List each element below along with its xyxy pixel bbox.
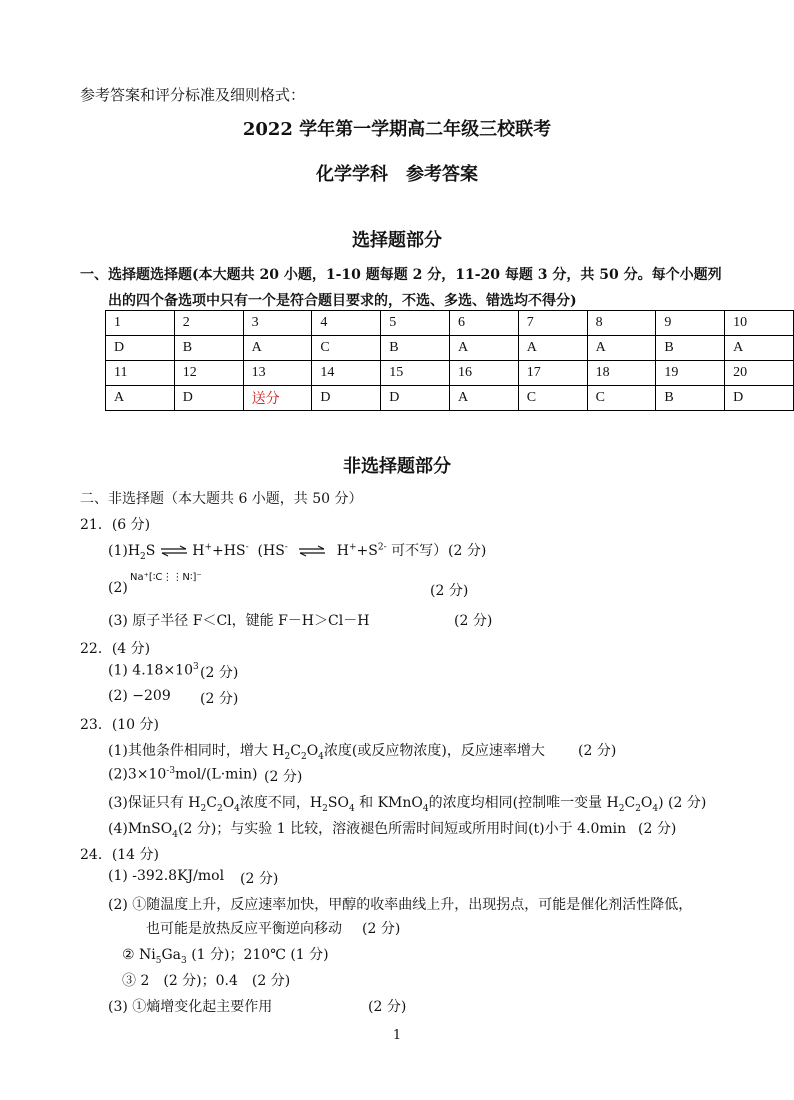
q23-1-points: (2 分) bbox=[578, 743, 617, 759]
answer-table-cell: 9 bbox=[656, 311, 725, 336]
q21-3-points: (2 分) bbox=[454, 613, 493, 629]
choice-instructions bbox=[80, 262, 722, 314]
q24-answer-2-line1: (2) ①随温度上升，反应速率加快，甲醇的收率曲线上升，出现拐点，可能是催化剂活性降低， bbox=[108, 897, 693, 913]
answer-table-cell: 4 bbox=[312, 311, 381, 336]
section-title-nonchoice: 非选择题部分 bbox=[343, 456, 451, 477]
q21-2-points: (2 分) bbox=[430, 583, 469, 599]
answer-table-cell: 10 bbox=[725, 311, 794, 336]
section-title-choice: 选择题部分 bbox=[352, 230, 442, 251]
choice-instructions-line1: 一、选择题选择题(本大题共 20 小题，1-10 题每题 2 分，11-20 每题 3 分，共 50 分。每个小题列 bbox=[80, 267, 722, 283]
q24-answer-1: (1) -392.8KJ/mol bbox=[108, 868, 225, 884]
answer-table-cell: 6 bbox=[449, 311, 518, 336]
answer-table-cell: B bbox=[174, 336, 243, 361]
format-intro: 参考答案和评分标准及细则格式： bbox=[80, 86, 306, 104]
answer-table-row bbox=[106, 386, 794, 411]
page-number: 1 bbox=[392, 1028, 402, 1043]
q21-answer-2-formula: Na⁺[∶C⋮⋮N∶]⁻ bbox=[130, 572, 202, 583]
answer-table-cell: 18 bbox=[587, 361, 656, 386]
q24-answer-2-2: ② $Ni_5Ga_3$ (1 分)；210℃ (1 分) bbox=[122, 947, 329, 966]
q23-answer-2: $(2)3\times 10^{-3}mol/(L\cdot\min)$ bbox=[108, 766, 258, 783]
answer-table-row bbox=[106, 336, 794, 361]
answer-table-cell: A bbox=[243, 336, 312, 361]
answer-table-cell: D bbox=[381, 386, 450, 411]
q22-2-points: (2 分) bbox=[200, 691, 239, 707]
answer-table-cell: D bbox=[174, 386, 243, 411]
answer-table bbox=[105, 310, 794, 411]
q22-heading: 22．(4 分) bbox=[80, 641, 151, 657]
answer-table-cell: A bbox=[106, 386, 175, 411]
answer-table-cell: C bbox=[587, 386, 656, 411]
answer-table-cell: 12 bbox=[174, 361, 243, 386]
answer-table-cell: 2 bbox=[174, 311, 243, 336]
q24-1-points: (2 分) bbox=[240, 871, 279, 887]
answer-table-cell: D bbox=[106, 336, 175, 361]
choice-instructions-line2: 出的四个备选项中只有一个是符合题目要求的，不选、多选、错选均不得分) bbox=[108, 293, 577, 309]
answer-table-cell: C bbox=[518, 386, 587, 411]
nonchoice-instructions: 二、非选择题（本大题共 6 小题，共 50 分） bbox=[80, 491, 363, 507]
q23-answer-3: (3)保证只有 $H_2C_2O_4$浓度不同，$H_2SO_4$ 和 KMnO$_4$的浓度均相同(控制唯一变量 $H_2C_2O_4$) (2 分) bbox=[108, 795, 707, 814]
answer-table-cell: 15 bbox=[381, 361, 450, 386]
answer-table-cell: B bbox=[656, 336, 725, 361]
answer-table-cell: A bbox=[449, 336, 518, 361]
answer-table-cell: C bbox=[312, 336, 381, 361]
exam-subtitle: 化学学科 参考答案 bbox=[316, 164, 478, 185]
q24-answer-2-3: ③ 2 (2 分)；0.4 (2 分) bbox=[122, 973, 291, 989]
answer-table-cell: 5 bbox=[381, 311, 450, 336]
q23-heading: 23．(10 分) bbox=[80, 717, 160, 733]
answer-table-cell: 3 bbox=[243, 311, 312, 336]
answer-table-cell: 1 bbox=[106, 311, 175, 336]
answer-table-cell: 7 bbox=[518, 311, 587, 336]
answer-table-cell: A bbox=[518, 336, 587, 361]
q23-answer-4: (4)MnSO$_4$(2 分)；与实验 1 比较，溶液褪色所需时间短或所用时间(t)小于 4.0min bbox=[108, 821, 627, 840]
answer-table-row bbox=[106, 311, 794, 336]
answer-table-cell: 13 bbox=[243, 361, 312, 386]
q21-answer-3: (3) 原子半径 F＜Cl，键能 F－H＞Cl－H bbox=[108, 613, 370, 629]
answer-table-cell: A bbox=[449, 386, 518, 411]
q22-answer-2: (2) −209 bbox=[108, 688, 171, 704]
answer-table-cell: 8 bbox=[587, 311, 656, 336]
q21-heading: 21．(6 分) bbox=[80, 517, 151, 533]
q24-answer-3: (3) ①熵增变化起主要作用 bbox=[108, 999, 273, 1015]
q23-2-points: (2 分) bbox=[264, 769, 303, 785]
answer-table-cell: 20 bbox=[725, 361, 794, 386]
q24-2-line2-points: (2 分) bbox=[362, 921, 401, 937]
answer-table-cell: A bbox=[725, 336, 794, 361]
answer-table-cell: B bbox=[381, 336, 450, 361]
equilibrium-arrow-icon bbox=[298, 545, 326, 557]
answer-table-cell: 送分 bbox=[243, 386, 312, 411]
q23-4-points: (2 分) bbox=[638, 821, 677, 837]
answer-table-cell: A bbox=[587, 336, 656, 361]
q24-3-points: (2 分) bbox=[368, 999, 407, 1015]
q22-1-points: (2 分) bbox=[200, 665, 239, 681]
q24-heading: 24．(14 分) bbox=[80, 847, 160, 863]
equilibrium-arrow-icon bbox=[160, 545, 188, 557]
answer-table-cell: 17 bbox=[518, 361, 587, 386]
q21-answer-1: $(1)H_2S$ H++HS- (HS- $H^++S^{2-}$ 可不写） bbox=[108, 542, 448, 562]
q21-1-points: (2 分) bbox=[448, 543, 487, 559]
q22-answer-1: (1) $4.18\times 10^3$ bbox=[108, 662, 199, 679]
answer-table-row bbox=[106, 361, 794, 386]
answer-table-cell: 16 bbox=[449, 361, 518, 386]
answer-table-cell: 11 bbox=[106, 361, 175, 386]
exam-title: 2022 学年第一学期高二年级三校联考 bbox=[242, 119, 552, 140]
answer-table-cell: 14 bbox=[312, 361, 381, 386]
answer-table-cell: B bbox=[656, 386, 725, 411]
answer-table-cell: D bbox=[312, 386, 381, 411]
q21-answer-2-label: (2) bbox=[108, 580, 128, 596]
answer-table-cell: 19 bbox=[656, 361, 725, 386]
q23-answer-1: (1)其他条件相同时，增大 $H_2C_2O_4$浓度(或反应物浓度)，反应速率增大 bbox=[108, 743, 545, 762]
q24-answer-2-line2: 也可能是放热反应平衡逆向移动 bbox=[146, 921, 342, 937]
answer-table-cell: D bbox=[725, 386, 794, 411]
